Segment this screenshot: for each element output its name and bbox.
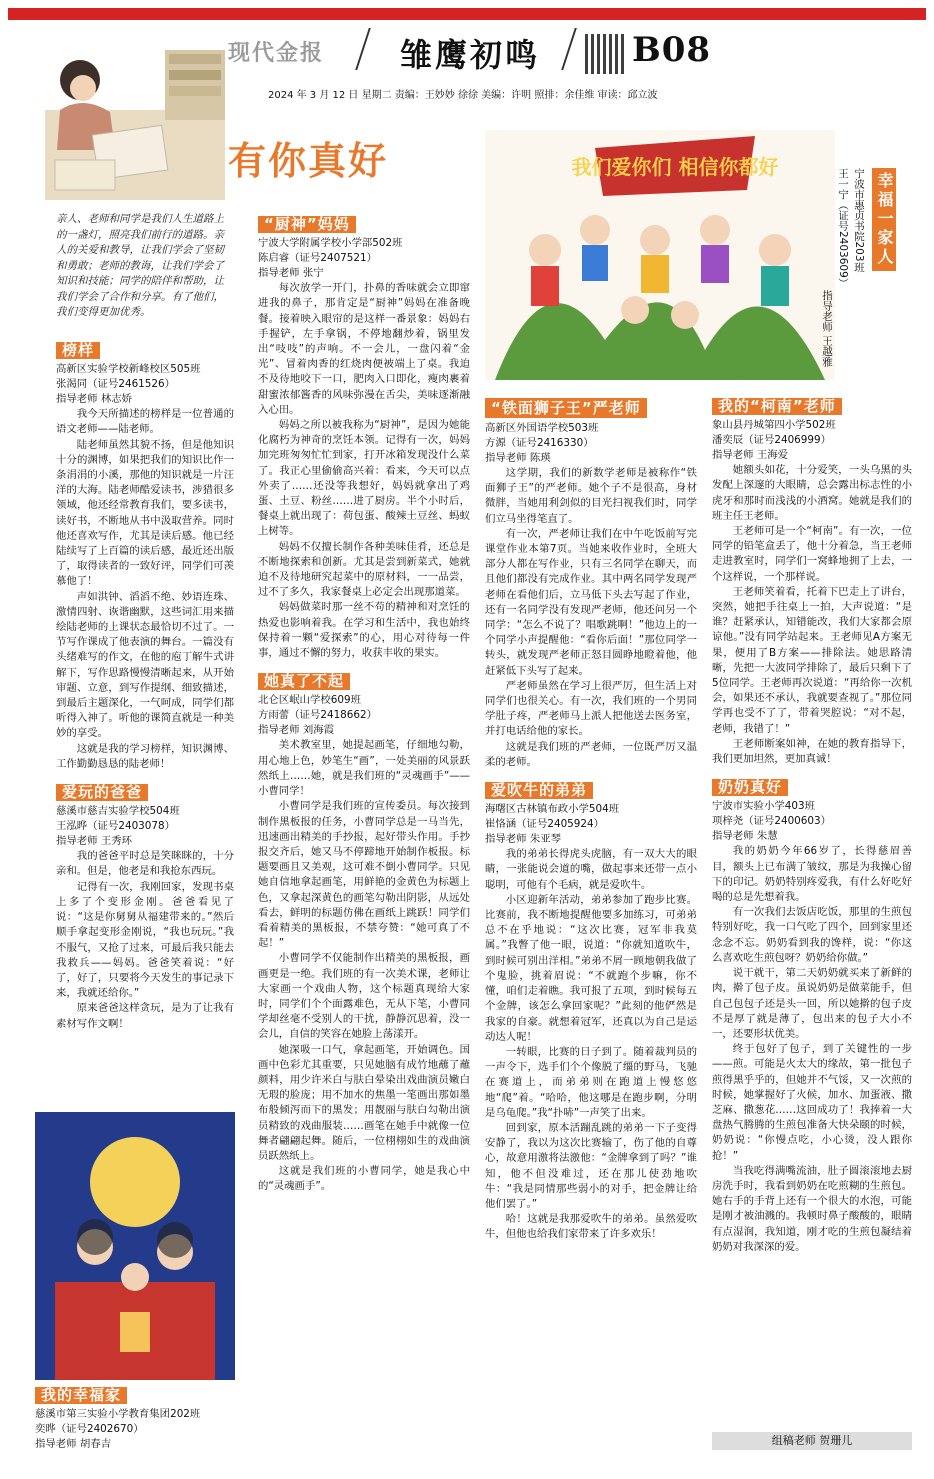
teacher: 指导老师 林志娇 <box>56 393 133 406</box>
author: 王一宁（证号2403609） <box>837 168 849 289</box>
top-red-bar <box>8 8 926 20</box>
school: 慈溪市慈吉实验学校504班 <box>56 805 180 818</box>
paragraph: 王老师笑着看，托着下巴走上了讲台，突然，她把手往桌上一拍，大声说道：“是谁？赶紧承认，知错能改，我们大家都会原谅他。”没有同学站起来。王老师见A方案无果，便用了B方案——排除法。她思路清晰，先把一大波同学排除了，最后只剩下了5位同学。王老师再次说道：“再给你一次机会，如果还不承认，我就要查视了。”那位同学再也受不了了，带着哭腔说：“对不起，老师，我错了！” <box>712 585 912 735</box>
paragraph: 她深吸一口气，拿起画笔，开始调色。国画中色彩尤其重要，只见她脑有成竹地蘸了蘸颜料，用少许米白与肤白晕染出戏曲演员嫩白无瑕的脸庞；用不加水的焦墨一笔画出那如墨布般倾泻而下的黑发；用靓丽与肤白勾勒出演员精致的戏曲服装……画笔在她手中就像一位舞者翩翩起舞。随后，一位栩栩如生的戏曲演员跃然纸上。 <box>258 1043 470 1162</box>
paragraph: 终于包好了包子，到了关键性的一步——煎。可能是火太大的缘故，第一批包子煎得黑乎乎的，但她并不气馁，又一次煎的时候，她掌握好了火候，加水、加蛋液、撒芝麻、撒葱花……这回成功了！我捧着一大盘热气腾腾的生煎包准备大快朵颐的时候，奶奶说：“你慢点吃，小心烫，没人跟你抢！” <box>712 1043 912 1162</box>
intro-paragraph: 亲人、老师和同学是我们人生道路上的一盏灯，照亮我们前行的道路。亲人的关爱和教导，让我们学会了坚韧和勇敢；老师的教诲，让我们学会了知识和技能；同学的陪伴和帮助，让我们学会了合作和分享。有了他们，我们变得更加优秀。 <box>56 213 224 318</box>
teacher: 指导老师 王越雅 <box>821 290 833 367</box>
qr-code-icon <box>585 34 625 74</box>
teacher: 指导老师 王秀环 <box>56 835 133 848</box>
school: 北仑区岷山学校609班 <box>258 694 361 707</box>
author: 张渴同（证号2461526） <box>56 378 176 391</box>
page-main-title: 有你真好 <box>228 138 389 183</box>
article-my-happy-family <box>35 1381 235 1452</box>
paragraph: 我的奶奶今年66岁了，长得慈眉善目，额头上已布满了皱纹，那是为我操心留下的印记。奶奶特别疼爱我，有什么好吃好喝的总是先想着我。 <box>712 845 912 904</box>
teacher: 指导老师 胡春吉 <box>35 1438 112 1451</box>
paragraph: 我的爸爸平时总是笑眯眯的，十分亲和。但是，他老是和我抢东西玩。 <box>56 850 234 878</box>
school: 慈溪市第三实验小学教育集团202班 <box>35 1408 201 1421</box>
paragraph: 王老师断案如神，在她的教育指导下，我们更加坦然，更加真诚！ <box>712 737 912 766</box>
paragraph: 王老师可是一个“柯南”。有一次，一位同学的铅笔盒丢了，他十分着急，当王老师走进教室时，同学们一窝蜂地拥了上去，一个这样说，一个那样说。 <box>712 525 912 583</box>
author: 陈启睿（证号2407521） <box>258 252 378 265</box>
paragraph: 妈妈之所以被我称为“厨神”，是因为她能化腐朽为神奇的烹饪本领。记得有一次，妈妈加完班匆匆忙忙到家，打开冰箱发现没什么菜了。我正心里偷偷高兴着：看来，今天可以点外卖了……还没等我想好，妈妈就拿出了鸡蛋、土豆、粉丝……进了厨房。半个小时后，餐桌上就出现了：荷包蛋、酸辣土豆丝、蚂蚁上树等。 <box>258 419 470 538</box>
paragraph: 她额头如花，十分爱笑，一头乌黑的头发配上深邃的大眼睛，总会露出标志性的小虎牙和那时而浅浅的小酒窝。她就是我们的班主任王老师。 <box>712 464 912 522</box>
article-title: “铁面狮子王”严老师 <box>485 398 647 418</box>
girl-writing-illustration <box>35 40 235 208</box>
paragraph: 我的弟弟长得虎头虎脑，有一双大大的眼睛，一张能说会道的嘴，做起事来还带一点小聪明，可他有个毛病，就是爱吹牛。 <box>485 848 697 891</box>
paragraph: 一转眼，比赛的日子到了。随着裁判员的一声令下，选手们个个像脱了缰的野马，飞驰在赛道上，而弟弟则在跑道上慢悠悠地“爬”着。“哈哈，他这哪是在跑步啊，分明是乌龟爬。”我“扑哧”一声笑了出来。 <box>485 1045 697 1119</box>
painting-banner-text: 我们爱你们 相信你都好 <box>571 155 779 179</box>
divider <box>355 28 371 70</box>
article-conan-teacher <box>712 392 912 1255</box>
family-group-painting <box>485 130 835 380</box>
teacher: 指导老师 张宁 <box>258 267 324 280</box>
author: 方雨蕾（证号2418662） <box>258 709 378 722</box>
school: 高新区外国语学校503班 <box>485 422 599 434</box>
school: 宁波市惠贞书院203班 <box>853 168 865 273</box>
school: 宁波大学附属学校小学部502班 <box>258 237 403 250</box>
author: 王泓晔（证号2403078） <box>56 820 176 833</box>
article-title: 幸福一家人 <box>872 168 896 271</box>
author: 潘奕辰（证号2406999） <box>712 434 832 447</box>
paragraph: 每次放学一开门，扑鼻的香味就会立即窜进我的鼻子，那肯定是“厨神”妈妈在准备晚餐。接着映入眼帘的是这样一番景象：妈妈右手握铲，左手拿锅，不停地翻炒着，锅里发出“吱吱”的声响。不一会儿，一盘闪着“金光”、冒着肉香的红烧肉便被端上了桌。我迫不及待地咬下一口，肥肉入口即化，瘦肉裹着甜蜜浓郁酱香的风味弥漫在舌尖，美味逐渐融入心田。 <box>258 282 470 416</box>
article-title: 奶奶真好 <box>712 779 788 796</box>
paragraph: 有一次我们去饭店吃饭，那里的生煎包特别好吃，我一口气吃了四个，回到家里还念念不忘。奶奶看到我的馋样，说：“你这么喜欢吃生煎包呀？奶奶给你做。” <box>712 906 912 964</box>
teacher: 指导老师 朱亚琴 <box>485 833 562 846</box>
paragraph: 小曹同学不仅能制作出精美的黑板报，画画更是一绝。我们班的有一次美术课，老师让大家画一个戏曲人物，这个标题真现给大家时，同学们个个面露难色，无从下笔，小曹同学却丝毫不受别人的干扰，静静沉思着，没一会儿，自信的笑容在她脸上荡漾开。 <box>258 952 470 1041</box>
section-title: 雏鹰初鸣 <box>400 36 541 74</box>
paragraph: 这学期，我们的新数学老师是被称作“铁面狮子王”的严老师。她个子不是很高，身材微胖，当她用利剑似的目光扫视我们时，同学们立马坐得笔直了。 <box>485 467 697 525</box>
article-title: 我的幸福家 <box>35 1387 127 1404</box>
paragraph: 妈妈做菜时那一丝不苟的精神和对烹饪的热爱也影响着我。在学习和生活中，我也始终保持着一颗“爱探索”的心，用心对待每一件事，通过不懈的努力，收获丰收的果实。 <box>258 601 470 660</box>
newspaper-brand: 现代金报 <box>228 41 325 66</box>
author: 崔恪涵（证号2405924） <box>485 818 605 831</box>
school: 象山县丹城第四小学502班 <box>712 419 836 432</box>
paragraph: 我今天所描述的榜样是一位普通的语文老师——陆老师。 <box>56 408 234 436</box>
issue-info: 2024 年 3 月 12 日 星期二 责编：王妙妙 徐徐 美编：许明 照排：余佳维 审读：邱立波 <box>268 90 658 101</box>
school: 高新区实验学校新峰校区505班 <box>56 363 201 376</box>
paragraph: 小区迎新年活动，弟弟参加了跑步比赛。比赛前，我不断地提醒他要多加练习，可弟弟总不在乎地说：“这次比赛，冠军非我莫属。”我瞥了他一眼，说道：“你就知道吹牛，到时候可别出洋相。”弟弟不屑一顾地朝我做了个鬼脸，挑着眉说：“不就跑个步嘛，你不懂，咱们走着瞧。我可报了五项，到时候每五个金牌，该怎么拿回家呢？”此刻的他俨然是我家的自豪。就想着冠军，还真以为自己是运动达人呢！ <box>485 893 697 1043</box>
teacher: 指导老师 朱慧 <box>712 830 778 843</box>
page-number: B08 <box>632 30 712 70</box>
paragraph: 这就是我的学习榜样，知识渊博、工作勤勤恳恳的陆老师！ <box>56 742 234 770</box>
paragraph: 回到家，原本活蹦乱跳的弟弟一下子变得安静了，我以为这次比赛输了，伤了他的自尊心，故意用激将法激他：“金牌拿到了吗？”谁知，他不但没难过，还在那儿使劲地吹牛：“我是同情那些弱小的对手，把金牌让给他们罢了。” <box>485 1121 697 1210</box>
editor-credit: 组稿老师 贺珊儿 <box>712 1432 912 1450</box>
article-bangyang <box>56 336 234 1032</box>
paragraph: 当我吃得满嘴流油，肚子圆滚滚地去厨房洗手时，我看到奶奶在吃煎糊的生煎包。她右手的手背上还有一个很大的水泡，可能是刚才被油溅的。我顿时鼻子酸酸的，眼睛有点湿润，我知道，刚才吃的生煎包凝结着奶奶对我深深的爱。 <box>712 1164 912 1253</box>
teacher: 指导老师 王海爱 <box>712 449 789 462</box>
teacher: 指导老师 陈瑛 <box>485 452 551 464</box>
divider <box>561 28 577 70</box>
paragraph: 有一次，严老师让我们在中午吃饭前写完课堂作业本第7页。当她来收作业时，全班大部分人都在写作业，只有三名同学在聊天，而且他们都没有完成作业。其中两名同学发现严老师在看他们后，立马低下头去写起了作业，还有一名同学没有发现严老师，他还问另一个同学：“怎么不说了？唱歌跳啊！”他边上的一个同学小声提醒他：“看你后面！”那位同学一转头，就发现严老师正怒目圆睁地瞪着他，他赶紧低下头写了起来。 <box>485 527 697 677</box>
paragraph: 这就是我们班的小曹同学，她是我心中的“灵魂画手”。 <box>258 1165 470 1193</box>
article-title: 榜样 <box>56 342 100 359</box>
paragraph: 这就是我们班的严老师，一位既严厉又温柔的老师。 <box>485 740 697 768</box>
school: 海曙区古林镇布政小学504班 <box>485 803 620 816</box>
article-title: 爱玩的爸爸 <box>56 784 148 801</box>
paragraph: 严老师虽然在学习上很严厉，但生活上对同学们也很关心。有一次，我们班的一个男同学肚子疼，严老师马上派人把他送去医务室，并打电话给他的家长。 <box>485 679 697 738</box>
article-title: 她真了不起 <box>258 673 350 690</box>
author: 方源（证号2416330） <box>485 437 594 449</box>
paragraph: 哈！这就是我那爱吹牛的弟弟。虽然爱吹牛，但他也给我们家带来了许多欢乐！ <box>485 1213 697 1241</box>
paragraph: 小曹同学是我们班的宣传委员。每次接到制作黑板报的任务，小曹同学总是一马当先，迅速画出精美的手抄报，起好带头作用。手抄报交齐后，她又马不停蹄地开始制作板报。标题要画且又美观，这可难不倒小曹同学。只见她自信地拿起画笔，用鲜艳的金黄色为标题上色，又拿起深黄色的画笔勾勒出阴影，从远处看去，鲜明的标题仿佛在画纸上跳跃！同学们看着精美的黑板报，不禁夸赞：“她可真了不起！” <box>258 800 470 950</box>
article-title: “厨神”妈妈 <box>258 216 356 233</box>
paragraph: 记得有一次，我刚回家，发现书桌上多了个变形金刚。爸爸看见了说：“这是你舅舅从福建带来的。”然后顺手拿起变形金刚说，“我也玩玩。”我不服气，又抢了过来，可最后我只能去我救兵——妈妈。爸爸笑着说：“好了，好了，只要将今天发生的事记录下来，我就还给你。” <box>56 880 234 1000</box>
article-strict-teacher <box>485 392 697 1243</box>
paragraph: 陆老师虽然其貌不扬，但是他知识十分的渊博，如果把我们的知识比作一条涓涓的小溪，那他的知识就是一片汪洋的大海。陆老师酷爱读书，涉猎很多领域，他还经常教育我们，要多读书，读好书，不断地从书中汲取营养。同时他还喜欢写作，尤其是读后感。他已经陆续写了上百篇的读后感，最近还出版了，取得读者的一致好评，同学们可羡慕他了！ <box>56 438 234 588</box>
author: 项梓尧（证号2400603） <box>712 815 832 828</box>
paragraph: 声如洪钟、滔滔不绝、妙语连珠、激情四射、诙谐幽默，这些词汇用来描绘陆老师的上课状态最恰切不过了。一节写作课成了他表演的舞台。一篇没有头绪难写的作文，在他的庖丁解牛式讲解下，写作思路慢慢清晰起来，从开始审题、立意，到写作提纲、细致描述，到最后主题深化，一气呵成，同学们都听得入神了。听他的课简直就是一种美妙的享受。 <box>56 590 234 740</box>
paragraph: 美术教室里，她提起画笔，仔细地勾勒，用心地上色，妙笔生“画”，一处美丽的风景跃然纸上……她，就是我们班的“灵魂画手”——小曹同学！ <box>258 739 470 798</box>
author: 奕晔（证号2402670） <box>35 1423 144 1436</box>
school: 宁波市实验小学403班 <box>712 800 815 813</box>
paragraph: 原来爸爸这样贪玩，是为了让我有素材写作文啊！ <box>56 1002 234 1030</box>
article-title: 我的“柯南”老师 <box>712 398 842 415</box>
article-title: 爱吹牛的弟弟 <box>485 782 593 799</box>
article-chef-mom <box>258 210 470 1195</box>
paragraph: 说干就干，第二天奶奶就买来了新鲜的肉，擀了包子皮。虽说奶奶是做菜能手，但自己包包子还是头一回，所以她擀的包子皮不是厚了就是薄了，包出来的包子大小不一，还要形状优美。 <box>712 967 912 1040</box>
teacher: 指导老师 刘海霞 <box>258 724 335 737</box>
paragraph: 妈妈不仅擅长制作各种美味佳肴，还总是不断地探索和创新。尤其是尝到新菜式，她就迫不及待地研究起菜中的原材料，一一品尝，过不了多久，我家餐桌上必定会出现那道菜。 <box>258 540 470 599</box>
family-painting <box>35 1112 235 1380</box>
